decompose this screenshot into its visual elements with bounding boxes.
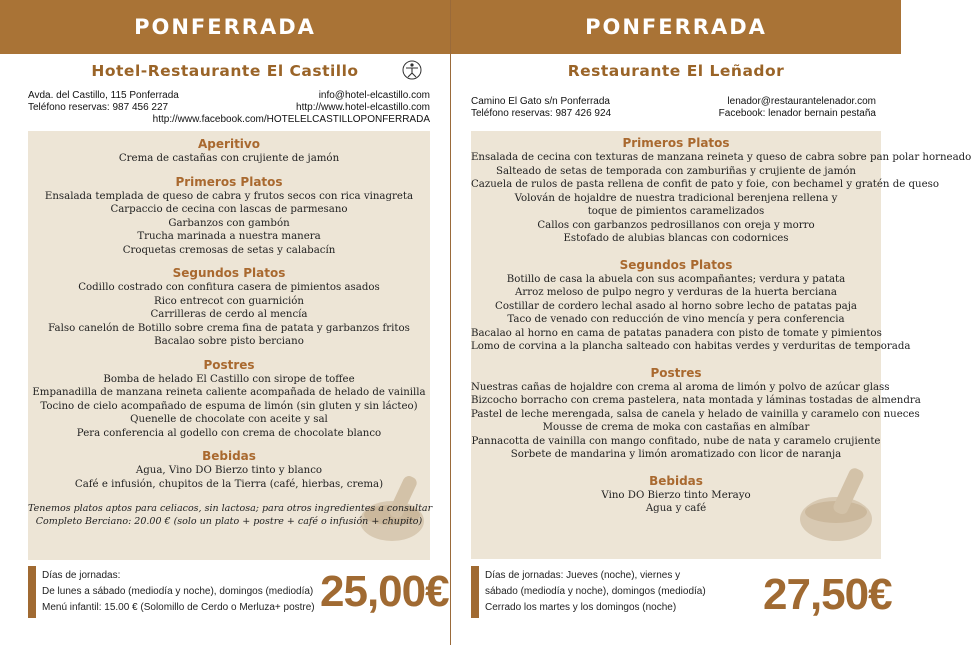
left-city-title: PONFERRADA	[134, 15, 316, 39]
left-note-completo: Completo Berciano: 20.00 € (solo un plato + postre + café o infusión + chupito)	[35, 516, 423, 527]
left-section-aperitivo: Aperitivo	[198, 137, 260, 151]
list-item: Trucha marinada a nuestra manera	[137, 231, 321, 242]
right-phone: Teléfono reservas: 987 426 924	[471, 108, 612, 119]
list-item: Cazuela de rulos de pasta rellena de confit de pato y foie, con bechamel y gratén de queso	[471, 179, 939, 190]
list-item: Pera conferencia al godello con crema de chocolate blanco	[76, 427, 382, 439]
list-item: Arroz meloso de pulpo negro y verduras de la huerta berciana	[515, 287, 837, 298]
list-item: Pannacotta de vainilla con mango confitado, nube de nata y caramelo crujiente	[471, 435, 881, 447]
list-item: toque de pimientos caramelizados	[587, 206, 765, 217]
right-facebook-link[interactable]: Facebook: lenador bernain pestaña	[718, 108, 876, 119]
list-item: Agua, Vino DO Bierzo tinto y blanco	[135, 465, 323, 476]
list-item: Quenelle de chocolate con aceite y sal	[130, 414, 328, 425]
right-city-title: PONFERRADA	[585, 15, 767, 39]
list-item: Bizcocho borracho con crema pastelera, nata montada y láminas tostadas de almendra	[471, 395, 921, 406]
list-item: Café e infusión, chupitos de la Tierra (café, hierbas, crema)	[74, 478, 384, 490]
list-item: Codillo costrado con confitura casera de pimientos asados	[78, 282, 380, 293]
castle-logo-icon	[402, 60, 422, 80]
left-note-dietary: Tenemos platos aptos para celiacos, sin lactosa; para otros ingredientes a consultar	[28, 503, 433, 514]
list-item: Bacalao al horno en cama de patatas panadera con pisto de tomate y pimientos	[471, 327, 882, 339]
list-item: Garbanzos con gambón	[168, 217, 290, 229]
right-section-bebidas: Bebidas	[649, 473, 703, 488]
left-price: 25,00€	[320, 567, 449, 616]
list-item: Rico entrecot con guarnición	[154, 295, 304, 307]
left-section-postres: Postres	[203, 357, 255, 372]
right-menu-panel	[471, 131, 971, 559]
left-section-primeros: Primeros Platos	[175, 174, 283, 189]
list-item: Carrilleras de cerdo al mencía	[150, 309, 308, 320]
list-item: Falso canelón de Botillo sobre crema fina de patata y garbanzos fritos	[48, 322, 410, 334]
list-item: Bacalao sobre pisto berciano	[154, 336, 304, 347]
left-menu-content	[28, 131, 433, 528]
right-footer-text	[485, 568, 706, 616]
left-restaurant-name: Hotel-Restaurante El Castillo	[91, 62, 359, 80]
list-item: Taco de venado con reducción de vino mencía y pera conferencia	[507, 314, 845, 325]
left-footer-bar	[28, 566, 36, 618]
list-item: Agua y café	[645, 503, 707, 514]
list-item: Pastel de leche merengada, salsa de canela y helado de vainilla y caramelo con nueces	[471, 408, 920, 420]
right-address: Camino El Gato s/n Ponferrada	[471, 96, 610, 107]
list-item: Carpaccio de cecina con lascas de parmesano	[110, 204, 348, 215]
right-section-segundos: Segundos Platos	[619, 257, 733, 272]
list-item: Ensalada templada de queso de cabra y frutos secos con rica vinagreta	[44, 190, 414, 202]
list-item: Volován de hojaldre de nuestra tradicional berenjena rellena y	[514, 192, 838, 204]
right-contact-left	[471, 96, 611, 120]
list-item: Lomo de corvina a la plancha salteado con habitas verdes y verduritas de temporada	[471, 341, 911, 352]
right-section-postres: Postres	[650, 365, 702, 380]
list-item: Salteado de setas de temporada con zamburiñas y crujiente de jamón	[495, 165, 856, 177]
right-price: 27,50€	[763, 570, 892, 619]
list-item: Tocino de cielo acompañado de espuma de limón (sin gluten y sin lácteo)	[40, 400, 418, 412]
left-footer-line: Días de jornadas:	[42, 570, 121, 581]
right-footer-line: Días de jornadas: Jueves (noche), viernes y	[485, 570, 681, 581]
list-item: Nuestras cañas de hojaldre con crema al aroma de limón y polvo de azúcar glass	[471, 381, 890, 393]
right-email-link[interactable]: lenador@restaurantelenador.com	[727, 96, 876, 107]
list-item: Croquetas cremosas de setas y calabacín	[122, 244, 336, 256]
list-item: Mousse de crema de moka con castañas en almíbar	[542, 422, 810, 433]
list-item: Botillo de casa la abuela con sus acompañantes; verdura y patata	[506, 273, 846, 285]
list-item: Bomba de helado El Castillo con sirope de toffee	[103, 373, 355, 385]
left-section-bebidas: Bebidas	[202, 449, 256, 463]
right-page	[450, 0, 971, 645]
left-city-banner	[0, 0, 450, 54]
right-footer-bar	[471, 566, 479, 618]
left-phone: Teléfono reservas: 987 456 227	[28, 102, 169, 113]
list-item: Ensalada de cecina con texturas de manzana reineta y queso de cabra sobre pan polar horneado	[471, 152, 971, 163]
list-item: Costillar de cordero lechal asado al horno sobre lecho de patatas paja	[495, 300, 857, 312]
left-section-segundos: Segundos Platos	[172, 266, 286, 280]
right-city-banner	[451, 0, 901, 54]
left-contact-right	[153, 90, 430, 126]
right-section-primeros: Primeros Platos	[622, 136, 730, 150]
list-item: Sorbete de mandarina y limón aromatizado con licor de naranja	[510, 449, 842, 460]
list-item: Vino DO Bierzo tinto Merayo	[601, 489, 751, 501]
left-footer-line: Menú infantil: 15.00 € (Solomillo de Cerdo o Merluza+ postre)	[42, 602, 315, 613]
right-footer-line: sábado (mediodía y noche), domingos (mediodía)	[485, 586, 706, 597]
right-contact-right	[719, 96, 876, 120]
list-item: Crema de castañas con crujiente de jamón	[118, 153, 340, 164]
left-email-link[interactable]: info@hotel-elcastillo.com	[318, 90, 430, 101]
left-address: Avda. del Castillo, 115 Ponferrada	[28, 90, 179, 101]
left-web-link[interactable]: http://www.hotel-elcastillo.com	[296, 102, 430, 113]
left-footer-text	[42, 568, 315, 616]
right-footer-line: Cerrado los martes y los domingos (noche)	[485, 602, 677, 613]
left-menu-panel	[28, 131, 433, 560]
right-restaurant-name: Restaurante El Leñador	[567, 62, 785, 80]
right-menu-content	[471, 131, 971, 516]
left-footer-line: De lunes a sábado (mediodía y noche), domingos (mediodía)	[42, 586, 314, 597]
left-facebook-link[interactable]: http://www.facebook.com/HOTELELCASTILLOPONFERRADA	[152, 114, 430, 125]
list-item: Callos con garbanzos pedrosillanos con oreja y morro	[537, 219, 815, 231]
list-item: Empanadilla de manzana reineta caliente acompañada de helado de vainilla	[32, 387, 426, 398]
left-page	[0, 0, 450, 645]
list-item: Estofado de alubias blancas con codornices	[563, 233, 789, 244]
